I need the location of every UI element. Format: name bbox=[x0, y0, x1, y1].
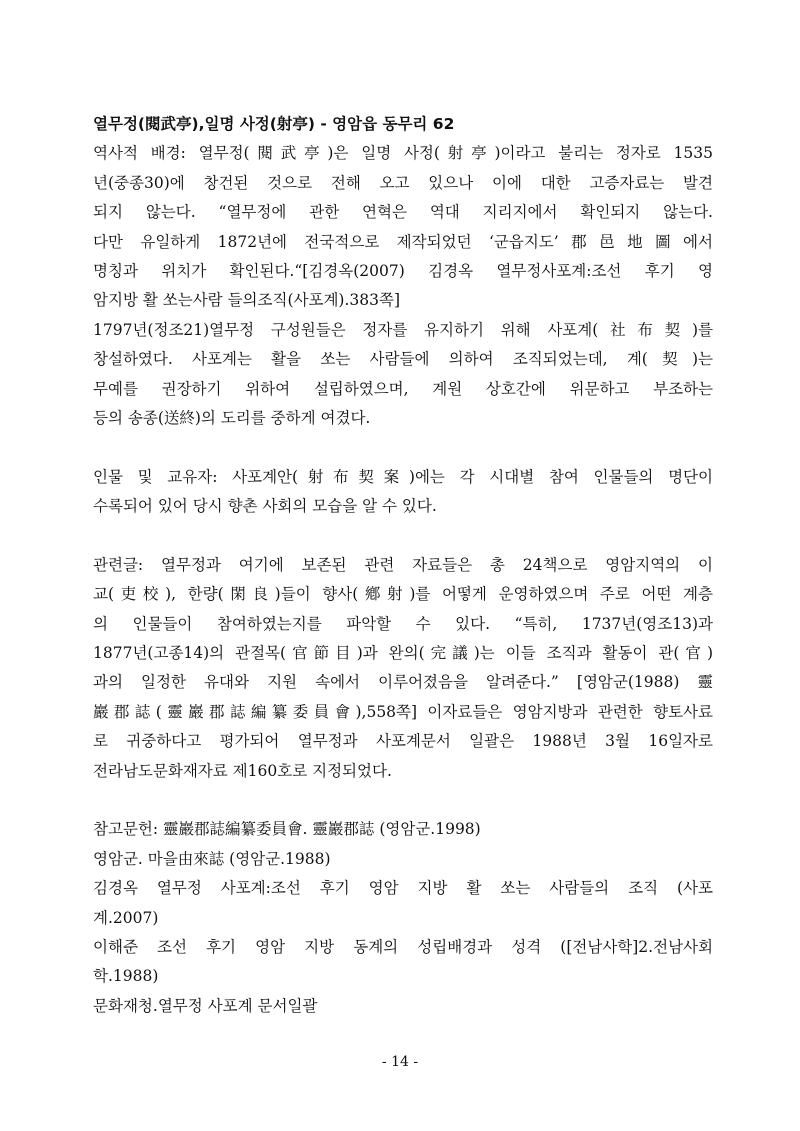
people-line: 인물 및 교유자: 사포계안(射布契案)에는 각 시대별 참여 인물들의 명단이 bbox=[93, 467, 713, 486]
paragraph-gap bbox=[93, 786, 713, 815]
reference-line: 계.2007) bbox=[93, 908, 159, 927]
section-references bbox=[93, 815, 713, 1021]
related-line: 교(吏校), 한량(閑良)들이 향사(鄕射)를 어떻게 운영하였으며 주로 어떤 계층 bbox=[93, 585, 713, 604]
related-line: 관련글: 열무정과 여기에 보존된 관련 자료들은 총 24책으로 영암지역의 이 bbox=[93, 555, 713, 574]
history-line: 무예를 권장하기 위하여 설립하였으며, 계원 상호간에 위문하고 부조하는 bbox=[93, 379, 713, 398]
reference-line: 학.1988) bbox=[93, 967, 159, 986]
document-body bbox=[93, 110, 713, 1021]
history-line: 1797년(정조21)열무정 구성원들은 정자를 유지하기 위해 사포계(社布契)를 bbox=[93, 320, 713, 339]
reference-line: 이해준 조선 후기 영암 지방 동계의 성립배경과 성격 ([전남사학]2.전남사회 bbox=[93, 937, 713, 956]
history-line: 다만 유일하게 1872년에 전국적으로 제작되었던 ‘군읍지도’郡邑地圖에서 bbox=[93, 232, 713, 251]
history-line: 년(중종30)에 창건된 것으로 전해 오고 있으나 이에 대한 고증자료는 발견 bbox=[93, 173, 713, 192]
reference-line: 영암군. 마을由來誌 (영암군.1988) bbox=[93, 849, 331, 868]
paragraph-gap bbox=[93, 521, 713, 550]
related-line: 1877년(고종14)의 관절목(官節目)과 완의(完議)는 이들 조직과 활동이 관(官) bbox=[93, 644, 713, 663]
history-line: 등의 송종(送終)의 도리를 중하게 여겼다. bbox=[93, 408, 371, 427]
reference-line: 김경옥 열무정 사포계:조선 후기 영암 지방 활 쏘는 사람들의 조직 (사포 bbox=[93, 879, 713, 898]
document-title: 열무정(閱武亭),일명 사정(射亭) - 영암읍 동무리 62 bbox=[93, 115, 455, 133]
history-line: 명칭과 위치가 확인된다.“[김경옥(2007) 김경옥 열무정사포계:조선 후기 영 bbox=[93, 261, 713, 280]
page-number: - 14 - bbox=[381, 1054, 419, 1070]
related-line: 전라남도문화재자료 제160호로 지정되었다. bbox=[93, 761, 392, 780]
people-line: 수록되어 있어 당시 향촌 사회의 모습을 알 수 있다. bbox=[93, 497, 437, 516]
history-line: 역사적 배경: 열무정(閱武亭)은 일명 사정(射亭)이라고 불리는 정자로 1535 bbox=[93, 144, 713, 163]
history-line: 창설하였다. 사포계는 활을 쏘는 사람들에 의하여 조직되었는데, 계(契)는 bbox=[93, 350, 713, 369]
related-line: 과의 일정한 유대와 지원 속에서 이루어졌음을 알려준다.” [영암군(1988) 靈 bbox=[93, 673, 713, 692]
related-line: 의 인물들이 참여하였는지를 파악할 수 있다. “특히, 1737년(영조13)과 bbox=[93, 614, 713, 633]
related-line: 巖郡誌(靈巖郡誌編纂委員會),558쪽] 이자료들은 영암지방과 관련한 향토사료 bbox=[93, 702, 713, 721]
history-line: 되지 않는다. “열무정에 관한 연혁은 역대 지리지에서 확인되지 않는다. bbox=[93, 203, 713, 222]
paragraph-gap bbox=[93, 433, 713, 462]
section-related bbox=[93, 551, 713, 786]
history-line: 암지방 활 쏘는사람 들의조직(사포계).383쪽] bbox=[93, 291, 401, 310]
section-people bbox=[93, 463, 713, 522]
reference-line: 참고문헌: 靈巖郡誌編纂委員會. 靈巖郡誌 (영암군.1998) bbox=[93, 820, 481, 839]
reference-line: 문화재청.열무정 사포계 문서일괄 bbox=[93, 996, 318, 1015]
section-history bbox=[93, 139, 713, 433]
related-line: 로 귀중하다고 평가되어 열무정과 사포계문서 일괄은 1988년 3월 16일자로 bbox=[93, 732, 713, 751]
